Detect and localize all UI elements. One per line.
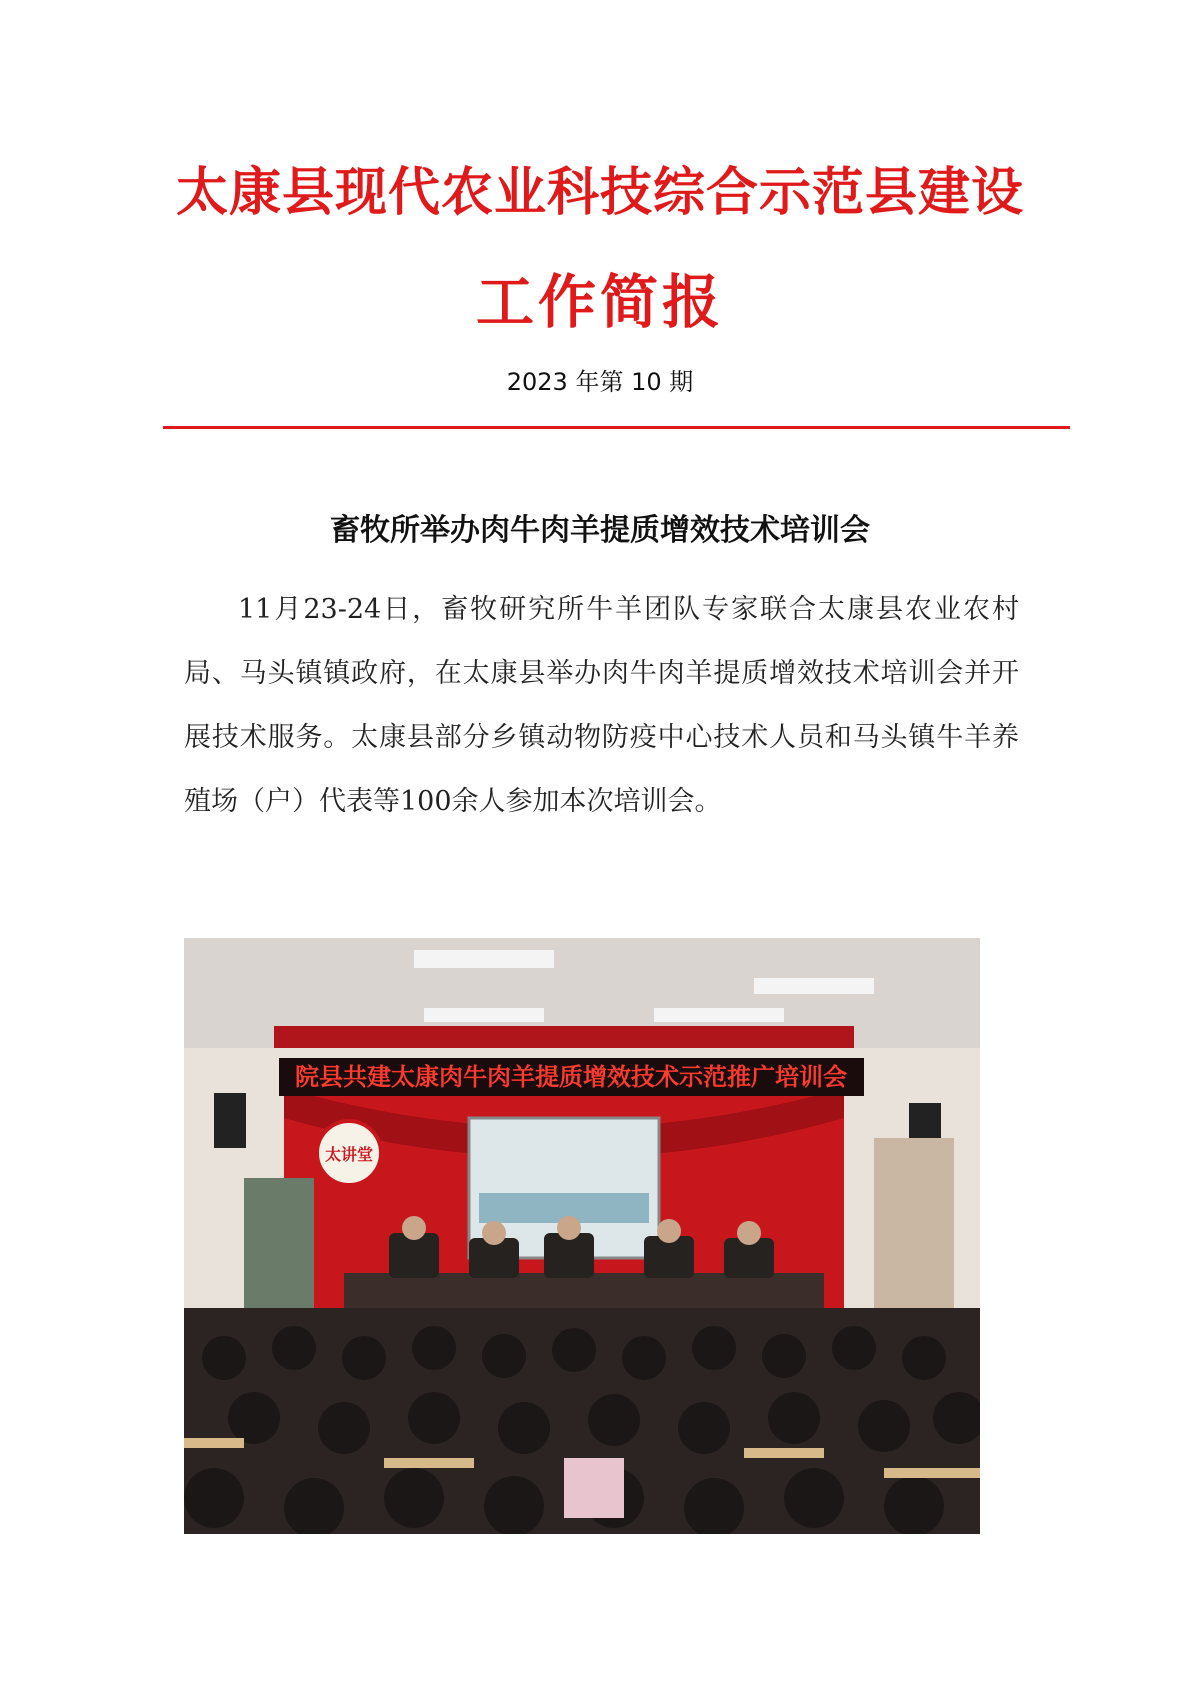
article-paragraph: 11月23-24日，畜牧研究所牛羊团队专家联合太康县农业农村局、马头镇镇政府，在太康县举办肉牛肉羊提质增效技术培训会并开展技术服务。太康县部分乡镇动物防疫中心技术人员和马头镇牛羊养殖场（户）代表等100余人参加本次培训会。 xyxy=(184,594,1019,817)
emblem-text: 太讲堂 xyxy=(324,1145,374,1164)
bulletin-title-line2: 工作简报 xyxy=(475,268,724,336)
banner-text: 院县共建太康肉牛肉羊提质增效技术示范推广培训会 xyxy=(295,1063,847,1091)
training-photo xyxy=(184,938,980,1534)
article-headline: 畜牧所举办肉牛肉羊提质增效技术培训会 xyxy=(330,513,870,548)
bulletin-title-line1: 太康县现代农业科技综合示范县建设 xyxy=(175,162,1024,223)
header-divider xyxy=(163,426,1070,429)
issue-number: 2023 年第 10 期 xyxy=(506,368,694,396)
